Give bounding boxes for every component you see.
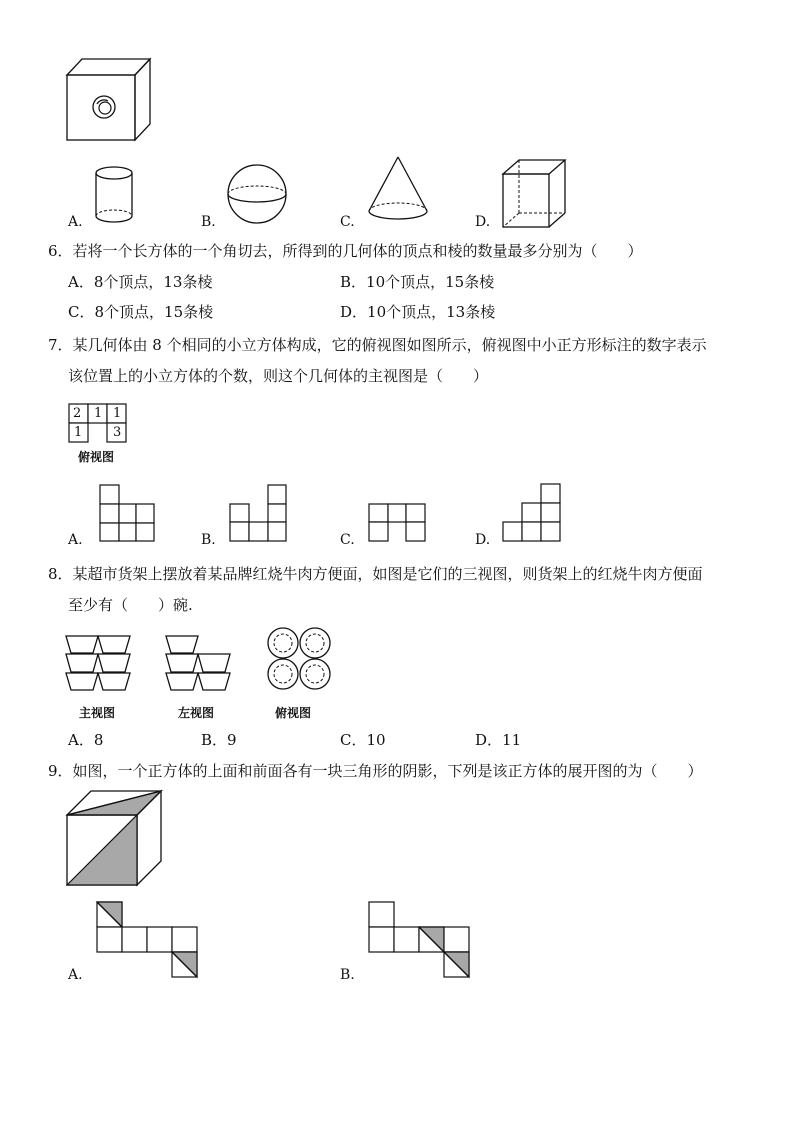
- q7-option-a-letter[interactable]: A.: [68, 532, 83, 548]
- q6-option-a-text: 8个顶点，13条棱: [93, 273, 213, 291]
- q8-option-c-text: 10: [366, 731, 386, 749]
- q8-option-a-letter: A．: [68, 731, 94, 749]
- q8-option-d-letter: D．: [475, 731, 503, 749]
- q6-option-b-letter: B．: [340, 273, 367, 291]
- q8-option-b-letter: B．: [201, 731, 228, 749]
- q9-option-b-letter[interactable]: B.: [340, 967, 355, 983]
- q8-option-c-letter: C．: [340, 731, 367, 749]
- top-view-caption: 俯视图: [78, 450, 115, 464]
- q6-option-d-text: 10个顶点，13条棱: [367, 303, 496, 321]
- q6-option-c-text: 8个顶点，15条棱: [94, 303, 214, 321]
- q7-option-c-letter[interactable]: C.: [340, 532, 355, 548]
- q5-option-d-letter[interactable]: D.: [475, 214, 491, 230]
- q8-option-b-text: 9: [227, 731, 237, 749]
- q7-option-b-letter[interactable]: B.: [201, 532, 216, 548]
- q6-stem: 6．若将一个长方体的一个角切去，所得到的几何体的顶点和棱的数量最多分别为（ ）: [48, 242, 643, 260]
- q5-option-a-letter[interactable]: A.: [68, 214, 83, 230]
- q6-option-b-text: 10个顶点，15条棱: [366, 273, 495, 291]
- q9-stem: 9．如图，一个正方体的上面和前面各有一块三角形的阴影，下列是该正方体的展开图的为（ ）: [48, 762, 703, 780]
- grid-number: 1: [74, 425, 83, 440]
- q9-option-a-letter[interactable]: A.: [68, 967, 83, 983]
- grid-number: 1: [113, 406, 122, 421]
- q8-option-a-text: 8: [93, 731, 104, 749]
- left-view-caption: 左视图: [178, 706, 215, 720]
- q7-option-d-letter[interactable]: D.: [475, 532, 491, 548]
- q6-option-c-letter: C．: [68, 303, 95, 321]
- q8-option-d-text: 11: [502, 731, 522, 749]
- grid-number: 3: [113, 425, 122, 440]
- q7-stem-line2: 该位置上的小立方体的个数，则这个几何体的主视图是（ ）: [68, 367, 489, 385]
- q8-stem-line2: 至少有（ ）碗.: [68, 596, 193, 614]
- grid-number: 1: [94, 406, 103, 421]
- q5-option-b-letter[interactable]: B.: [201, 214, 216, 230]
- q6-option-a-letter: A．: [68, 273, 94, 291]
- q8-stem-line1: 8．某超市货架上摆放着某品牌红烧牛肉方便面，如图是它们的三视图，则货架上的红烧牛肉方便面: [48, 565, 703, 583]
- q6-option-d-letter: D．: [340, 303, 368, 321]
- front-view-caption: 主视图: [79, 706, 116, 720]
- grid-number: 2: [73, 406, 82, 421]
- q7-stem-line1: 7．某几何体由 8 个相同的小立方体构成，它的俯视图如图所示，俯视图中小正方形标注的数字表示: [48, 336, 707, 354]
- top-view-caption: 俯视图: [275, 706, 312, 720]
- q5-option-c-letter[interactable]: C.: [340, 214, 355, 230]
